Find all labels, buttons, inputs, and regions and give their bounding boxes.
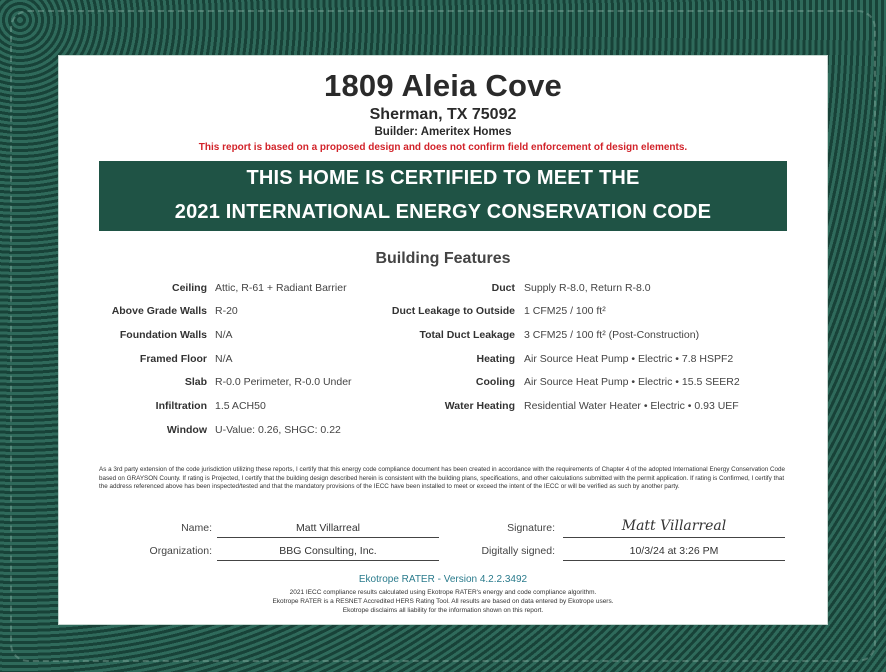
signature-label: Signature:: [507, 522, 555, 534]
features-title: Building Features: [375, 250, 511, 267]
software-version: Ekotrope RATER - Version 4.2.2.3492: [358, 574, 528, 585]
feature-value-cooling: Air Source Heat Pump • Electric • 15.5 SEER2: [524, 376, 740, 388]
feature-value-above-grade-walls: R-20: [215, 305, 238, 317]
feature-value-window: U-Value: 0.26, SHGC: 0.22: [215, 424, 341, 436]
feature-label-above-grade-walls: Above Grade Walls: [111, 305, 207, 317]
feature-label-window: Window: [166, 424, 207, 436]
footer-line-3: Ekotrope disclaims all liability for the information shown on this report.: [342, 607, 544, 614]
design-disclaimer: This report is based on a proposed design and does not confirm field enforcement of design elements.: [198, 142, 688, 153]
feature-label-duct: Duct: [491, 282, 515, 294]
organization-label: Organization:: [149, 545, 212, 557]
name-label: Name:: [181, 522, 212, 534]
city-state-zip: Sherman, TX 75092: [369, 106, 517, 123]
feature-value-foundation-walls: N/A: [215, 329, 233, 341]
feature-label-ceiling: Ceiling: [171, 282, 207, 294]
certificate: [58, 55, 828, 625]
feature-value-water-heating: Residential Water Heater • Electric • 0.93 UEF: [524, 400, 739, 412]
name-value: Matt Villarreal: [217, 522, 439, 538]
banner-line-2: 2021 INTERNATIONAL ENERGY CONSERVATION CODE: [174, 201, 712, 223]
feature-label-foundation-walls: Foundation Walls: [119, 329, 207, 341]
feature-value-ceiling: Attic, R-61 + Radiant Barrier: [215, 282, 347, 294]
banner-line-1: THIS HOME IS CERTIFIED TO MEET THE: [246, 167, 640, 189]
feature-label-slab: Slab: [184, 376, 207, 388]
feature-value-framed-floor: N/A: [215, 353, 233, 365]
signature-value: Matt Villarreal: [563, 518, 785, 538]
software-disclaimer: [59, 588, 827, 615]
certification-statement: As a 3rd party extension of the code jurisdiction utilizing these reports, I certify that this energy code compliance document has been created in accordance with the requirements of Chapter 4 of the adopted International Energy Conservation Code based on GRAYSON County. If rating is Projected, I certify that the building design described herein is consistent with the building plans, specifications, and other calculations submitted with the permit application. If rating is Confirmed, I certify that the address referenced above has been inspected/tested and that the mandatory provisions of the IECC have been installed to meet or exceed the intent of the IECC or will be verified as such by another party.: [99, 466, 786, 490]
feature-value-total-duct-leakage: 3 CFM25 / 100 ft² (Post-Construction): [524, 329, 700, 341]
footer-line-1: 2021 IECC compliance results calculated using Ekotrope RATER's energy and code compliance algorithm.: [289, 589, 597, 596]
certification-banner: [99, 161, 787, 231]
street-address: 1809 Aleia Cove: [324, 68, 562, 103]
feature-label-framed-floor: Framed Floor: [139, 353, 207, 365]
digitally-signed-label: Digitally signed:: [481, 545, 555, 557]
footer-line-2: Ekotrope RATER is a RESNET Accredited HERS Rating Tool. All results are based on data entered by Ekotrope users.: [272, 598, 614, 605]
feature-label-infiltration: Infiltration: [155, 400, 207, 412]
feature-label-total-duct-leakage: Total Duct Leakage: [419, 329, 515, 341]
feature-value-duct-leakage-outside: 1 CFM25 / 100 ft²: [524, 305, 606, 317]
digitally-signed-value: 10/3/24 at 3:26 PM: [563, 545, 785, 561]
feature-value-infiltration: 1.5 ACH50: [215, 400, 266, 412]
feature-label-cooling: Cooling: [475, 376, 515, 388]
feature-value-slab: R-0.0 Perimeter, R-0.0 Under: [215, 376, 352, 388]
builder-name: Builder: Ameritex Homes: [374, 126, 512, 138]
feature-label-duct-leakage-outside: Duct Leakage to Outside: [391, 305, 515, 317]
feature-label-heating: Heating: [476, 353, 515, 365]
feature-label-water-heating: Water Heating: [444, 400, 515, 412]
feature-value-heating: Air Source Heat Pump • Electric • 7.8 HSPF2: [524, 353, 734, 365]
feature-value-duct: Supply R-8.0, Return R-8.0: [524, 282, 651, 294]
organization-value: BBG Consulting, Inc.: [217, 545, 439, 561]
